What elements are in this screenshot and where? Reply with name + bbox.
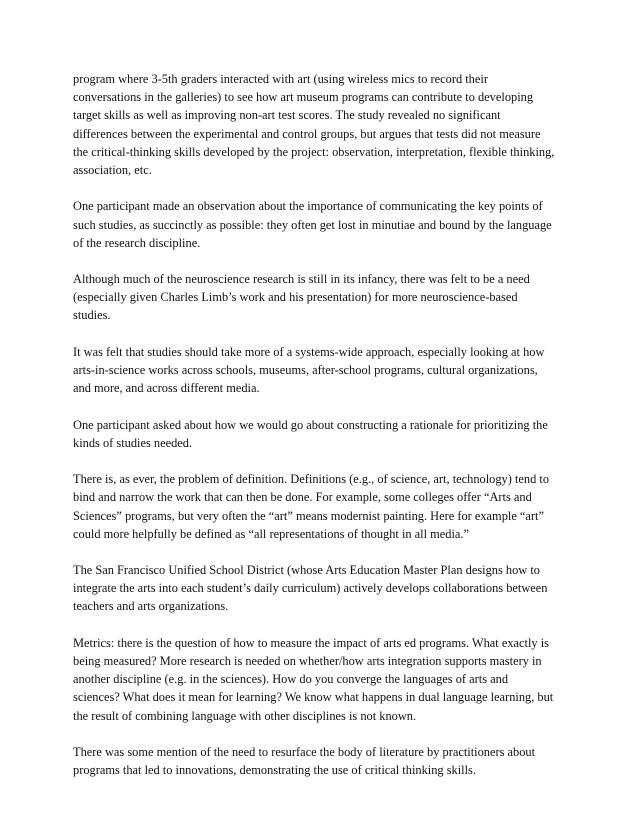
paragraph-prioritizing-rationale: [73, 416, 569, 452]
text-line: teachers and arts organizations.: [73, 599, 229, 614]
text-line: (especially given Charles Limb’s work and his presentation) for more neuroscience-based: [73, 290, 518, 305]
paragraph-problem-of-definition: [73, 470, 569, 543]
paragraph-sfusd: [73, 561, 569, 616]
text-line: The San Francisco Unified School District (whose Arts Education Master Plan designs how to: [73, 563, 540, 578]
text-line: programs that led to innovations, demonstrating the use of critical thinking skills.: [73, 763, 476, 778]
text-line: and more, and across different media.: [73, 381, 260, 396]
text-line: could more helpfully be defined as “all representations of thought in all media.”: [73, 526, 470, 541]
paragraph-neuroscience-research: [73, 270, 569, 325]
text-line: bind and narrow the work that can then be done. For example, some colleges offer “Arts and: [73, 490, 532, 505]
text-line: integrate the arts into each student’s daily curriculum) actively develops collaborations between: [73, 581, 548, 596]
paragraph-communicating-key-points: [73, 197, 569, 252]
text-line: arts-in-science works across schools, museums, after-school programs, cultural organizations,: [73, 363, 538, 377]
paragraph-literature: [73, 743, 569, 779]
text-line: such studies, as succinctly as possible: they often get lost in minutiae and bound by the language: [73, 217, 552, 232]
text-line: association, etc.: [73, 162, 152, 177]
text-line: conversations in the galleries) to see how art museum programs can contribute to developing: [73, 90, 534, 105]
text-line: There is, as ever, the problem of definition. Definitions (e.g., of science, art, technology) tend to: [73, 472, 550, 487]
text-line: being measured? More research is needed on whether/how arts integration supports mastery in: [73, 654, 542, 668]
text-line: sciences? What does it mean for learning? We know what happens in dual language learning, but: [73, 690, 554, 705]
paragraph-systems-wide-approach: [73, 343, 569, 398]
text-line: studies.: [73, 308, 111, 323]
text-line: the critical-thinking skills developed by the project: observation, interpretation, flexible thinking,: [73, 144, 555, 159]
text-line: the result of combining language with other disciplines is not known.: [73, 708, 417, 723]
text-line: kinds of studies needed.: [73, 435, 193, 450]
paragraph-museum-study: [73, 70, 569, 179]
text-line: differences between the experimental and control groups, but argues that tests did not measure: [73, 126, 541, 141]
text-line: program where 3-5th graders interacted with art (using wireless mics to record their: [73, 72, 488, 86]
text-line: It was felt that studies should take more of a systems-wide approach, especially looking at how: [73, 344, 545, 359]
paragraph-metrics: [73, 634, 569, 725]
document-body: [73, 70, 569, 798]
text-line: Metrics: there is the question of how to measure the impact of arts ed programs. What exactly is: [73, 635, 549, 650]
text-line: One participant asked about how we would go about constructing a rationale for prioritizing the: [73, 417, 548, 432]
text-line: Sciences” programs, but very often the “art” means modernist painting. Here for example “art”: [73, 508, 545, 523]
text-line: another discipline (e.g. in the sciences). How do you converge the languages of arts and: [73, 672, 509, 687]
text-line: target skills as well as improving non-art test scores. The study revealed no significant: [73, 108, 501, 123]
text-line: There was some mention of the need to resurface the body of literature by practitioners about: [73, 744, 536, 759]
text-line: One participant made an observation about the importance of communicating the key points of: [73, 199, 543, 214]
text-line: Although much of the neuroscience research is still in its infancy, there was felt to be a need: [73, 272, 530, 287]
text-line: of the research discipline.: [73, 235, 201, 250]
